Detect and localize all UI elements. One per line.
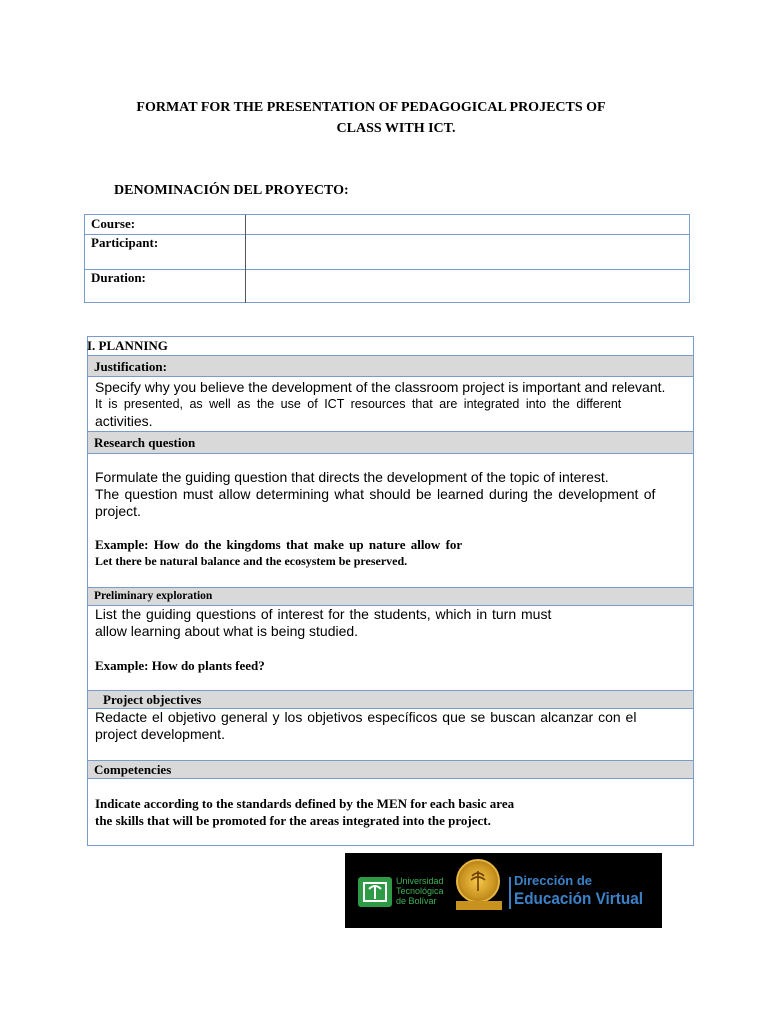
research-question-header: Research question [88, 431, 693, 454]
research-example-line2: Let there be natural balance and the ecosystem be preserved. [95, 554, 408, 568]
accreditation-seal-icon [456, 859, 500, 903]
project-objectives-body[interactable] [95, 709, 695, 743]
project-denomination-label: DENOMINACIÓN DEL PROYECTO: [114, 183, 349, 198]
participant-row [85, 234, 689, 270]
preliminary-exploration-body[interactable] [95, 606, 693, 674]
document-title-line1: FORMAT FOR THE PRESENTATION OF PEDAGOGICAL PROJECTS OF [136, 100, 606, 115]
exploration-example: Example: How do plants feed? [95, 658, 265, 673]
justification-line3: activities. [95, 413, 153, 429]
competencies-line1: Indicate according to the standards defined by the MEN for each basic area [95, 796, 515, 811]
competencies-header: Competencies [88, 760, 693, 779]
research-example-line1: Example: How do the kingdoms that make up nature allow for [95, 537, 463, 552]
exploration-line2: allow learning about what is being studied. [95, 623, 359, 639]
justification-line1: Specify why you believe the development of the classroom project is important and relevant. [95, 379, 666, 395]
document-title-line2: CLASS WITH ICT. [336, 121, 456, 136]
university-emblem-icon [358, 877, 392, 907]
exploration-line1: List the guiding questions of interest for the students, which in turn must [95, 606, 552, 622]
logo-separator [509, 877, 511, 909]
duration-row [85, 269, 689, 303]
objectives-line1: Redacte el objetivo general y los objetivos específicos que se buscan alcanzar con el [95, 709, 637, 725]
participant-label: Participant: [85, 234, 246, 269]
accreditation-ribbon-icon [456, 901, 502, 910]
preliminary-exploration-header: Preliminary exploration [88, 587, 693, 606]
utb-virtual-education-logo [345, 853, 662, 928]
research-line3: project. [95, 503, 141, 519]
competencies-body[interactable] [95, 795, 693, 829]
course-field[interactable] [247, 215, 689, 234]
objectives-line2: project development. [95, 726, 225, 742]
virtual-education-label: Educación Virtual [514, 889, 643, 908]
duration-label: Duration: [85, 269, 246, 303]
competencies-line2: the skills that will be promoted for the areas integrated into the project. [95, 813, 491, 828]
research-line1: Formulate the guiding question that directs the development of the topic of interest. [95, 469, 609, 485]
justification-body[interactable] [95, 379, 705, 430]
justification-line2: It is presented, as well as the use of ICT resources that are integrated into the different [95, 397, 622, 411]
course-row [85, 215, 689, 235]
planning-section-title: I. PLANNING [87, 338, 168, 353]
justification-header: Justification: [88, 355, 693, 377]
project-info-table [84, 214, 690, 303]
research-line2: The question must allow determining what should be learned during the development of [95, 486, 656, 502]
participant-field[interactable] [247, 234, 689, 269]
planning-table [87, 336, 694, 846]
duration-field[interactable] [247, 269, 689, 303]
university-name: Universidad Tecnológica de Bolívar [396, 876, 444, 906]
direction-label: Dirección de [514, 873, 593, 888]
research-question-body[interactable] [95, 469, 705, 569]
course-label: Course: [85, 215, 246, 234]
project-objectives-header: Project objectives [88, 690, 693, 709]
